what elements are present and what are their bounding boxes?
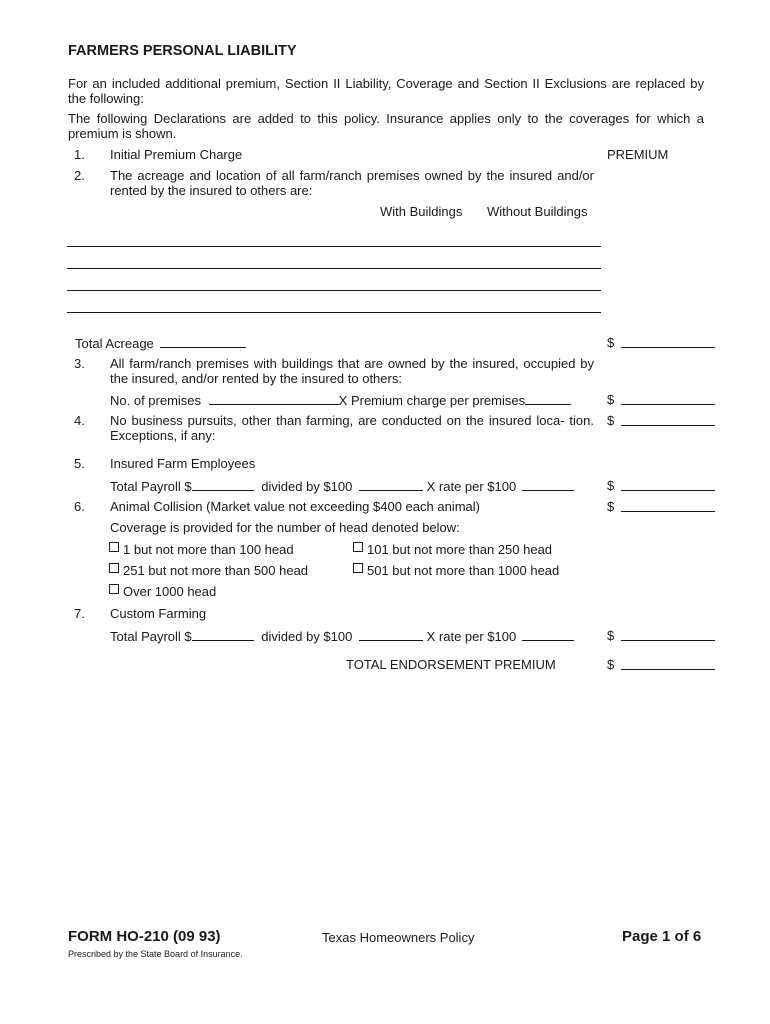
divided-field[interactable] (359, 478, 423, 491)
item-6-premium-field[interactable] (621, 511, 715, 512)
dollar-sign: $ (607, 413, 615, 428)
rate-label: X rate per $100 (426, 479, 517, 494)
item-4-premium-field[interactable] (621, 425, 715, 426)
option-label: 101 but not more than 250 head (367, 542, 553, 557)
premises-charge-field[interactable] (525, 392, 571, 405)
with-buildings-label: With Buildings (380, 204, 463, 219)
item-7-premium-field[interactable] (621, 640, 715, 641)
rate-label: X rate per $100 (426, 629, 517, 644)
dollar-sign: $ (607, 392, 615, 407)
item-1-text: Initial Premium Charge (110, 147, 243, 162)
premises-charge-label: X Premium charge per premises (338, 393, 526, 408)
item-7-payroll-row (110, 628, 574, 644)
option-label: 1 but not more than 100 head (123, 542, 294, 557)
option-over-1000-head[interactable] (109, 584, 216, 599)
premises-count-field[interactable] (209, 392, 339, 405)
checkbox[interactable] (353, 563, 363, 573)
item-7-number: 7. (74, 606, 85, 621)
item-5-payroll-row (110, 478, 574, 494)
option-251-500-head[interactable] (109, 563, 308, 578)
prescribed-note: Prescribed by the State Board of Insurance. (68, 949, 243, 959)
divided-label: divided by $100 (261, 479, 353, 494)
dollar-sign: $ (607, 628, 615, 643)
form-title: FARMERS PERSONAL LIABILITY (68, 43, 297, 59)
item-6-text: Animal Collision (Market value not exceeding $400 each animal) (110, 499, 480, 514)
item-3-text: All farm/ranch premises with buildings that are owned by the insured, occupied by the insured, and/or rented by the insured to others: (110, 356, 594, 386)
policy-name: Texas Homeowners Policy (322, 930, 475, 945)
coverage-note: Coverage is provided for the number of head denoted below: (110, 520, 460, 535)
payroll-label: Total Payroll $ (110, 479, 192, 494)
checkbox[interactable] (353, 542, 363, 552)
payroll-field[interactable] (192, 478, 254, 491)
divided-label: divided by $100 (261, 629, 353, 644)
checkbox[interactable] (109, 542, 119, 552)
total-acreage-premium-field[interactable] (621, 347, 715, 348)
item-5-text: Insured Farm Employees (110, 456, 256, 471)
dollar-sign: $ (607, 657, 615, 672)
premises-row (110, 392, 571, 408)
item-2-text: The acreage and location of all farm/ranch premises owned by the insured and/or rented by the insured to others are: (110, 168, 594, 198)
option-1-100-head[interactable] (109, 542, 294, 557)
checkbox[interactable] (109, 563, 119, 573)
acreage-line-2[interactable] (67, 268, 601, 269)
total-acreage-label: Total Acreage (75, 336, 154, 351)
item-5-premium-field[interactable] (621, 490, 715, 491)
item-5-number: 5. (74, 456, 85, 471)
total-acreage-row (75, 335, 246, 351)
item-3-number: 3. (74, 356, 85, 371)
acreage-line-3[interactable] (67, 290, 601, 291)
total-endorsement-label: TOTAL ENDORSEMENT PREMIUM (346, 657, 556, 672)
premises-label: No. of premises (110, 393, 202, 408)
intro-paragraph-1: For an included additional premium, Section II Liability, Coverage and Section II Exclusions are replaced by the following: (68, 76, 704, 106)
divided-field[interactable] (359, 628, 423, 641)
form-number: FORM HO-210 (09 93) (68, 928, 221, 945)
option-101-250-head[interactable] (353, 542, 552, 557)
without-buildings-label: Without Buildings (487, 204, 588, 219)
item-4-text: No business pursuits, other than farming, are conducted on the insured loca- tion. Exceptions, if any: (110, 413, 594, 443)
option-label: 251 but not more than 500 head (123, 563, 309, 578)
intro-paragraph-2: The following Declarations are added to this policy. Insurance applies only to the coverages for which a premium is shown. (68, 111, 704, 141)
item-4-number: 4. (74, 413, 85, 428)
total-endorsement-premium-field[interactable] (621, 669, 715, 670)
item-3-premium-field[interactable] (621, 404, 715, 405)
payroll-label: Total Payroll $ (110, 629, 192, 644)
page-number: Page 1 of 6 (622, 928, 702, 945)
acreage-line-1[interactable] (67, 246, 601, 247)
dollar-sign: $ (607, 335, 615, 350)
item-2-number: 2. (74, 168, 85, 183)
option-label: 501 but not more than 1000 head (367, 563, 560, 578)
acreage-line-4[interactable] (67, 312, 601, 313)
total-acreage-field[interactable] (160, 335, 246, 348)
dollar-sign: $ (607, 478, 615, 493)
option-label: Over 1000 head (123, 584, 217, 599)
item-7-text: Custom Farming (110, 606, 207, 621)
item-1-number: 1. (74, 147, 85, 162)
checkbox[interactable] (109, 584, 119, 594)
rate-field[interactable] (522, 628, 574, 641)
option-501-1000-head[interactable] (353, 563, 559, 578)
payroll-field[interactable] (192, 628, 254, 641)
premium-header: PREMIUM (607, 147, 669, 162)
dollar-sign: $ (607, 499, 615, 514)
item-6-number: 6. (74, 499, 85, 514)
rate-field[interactable] (522, 478, 574, 491)
